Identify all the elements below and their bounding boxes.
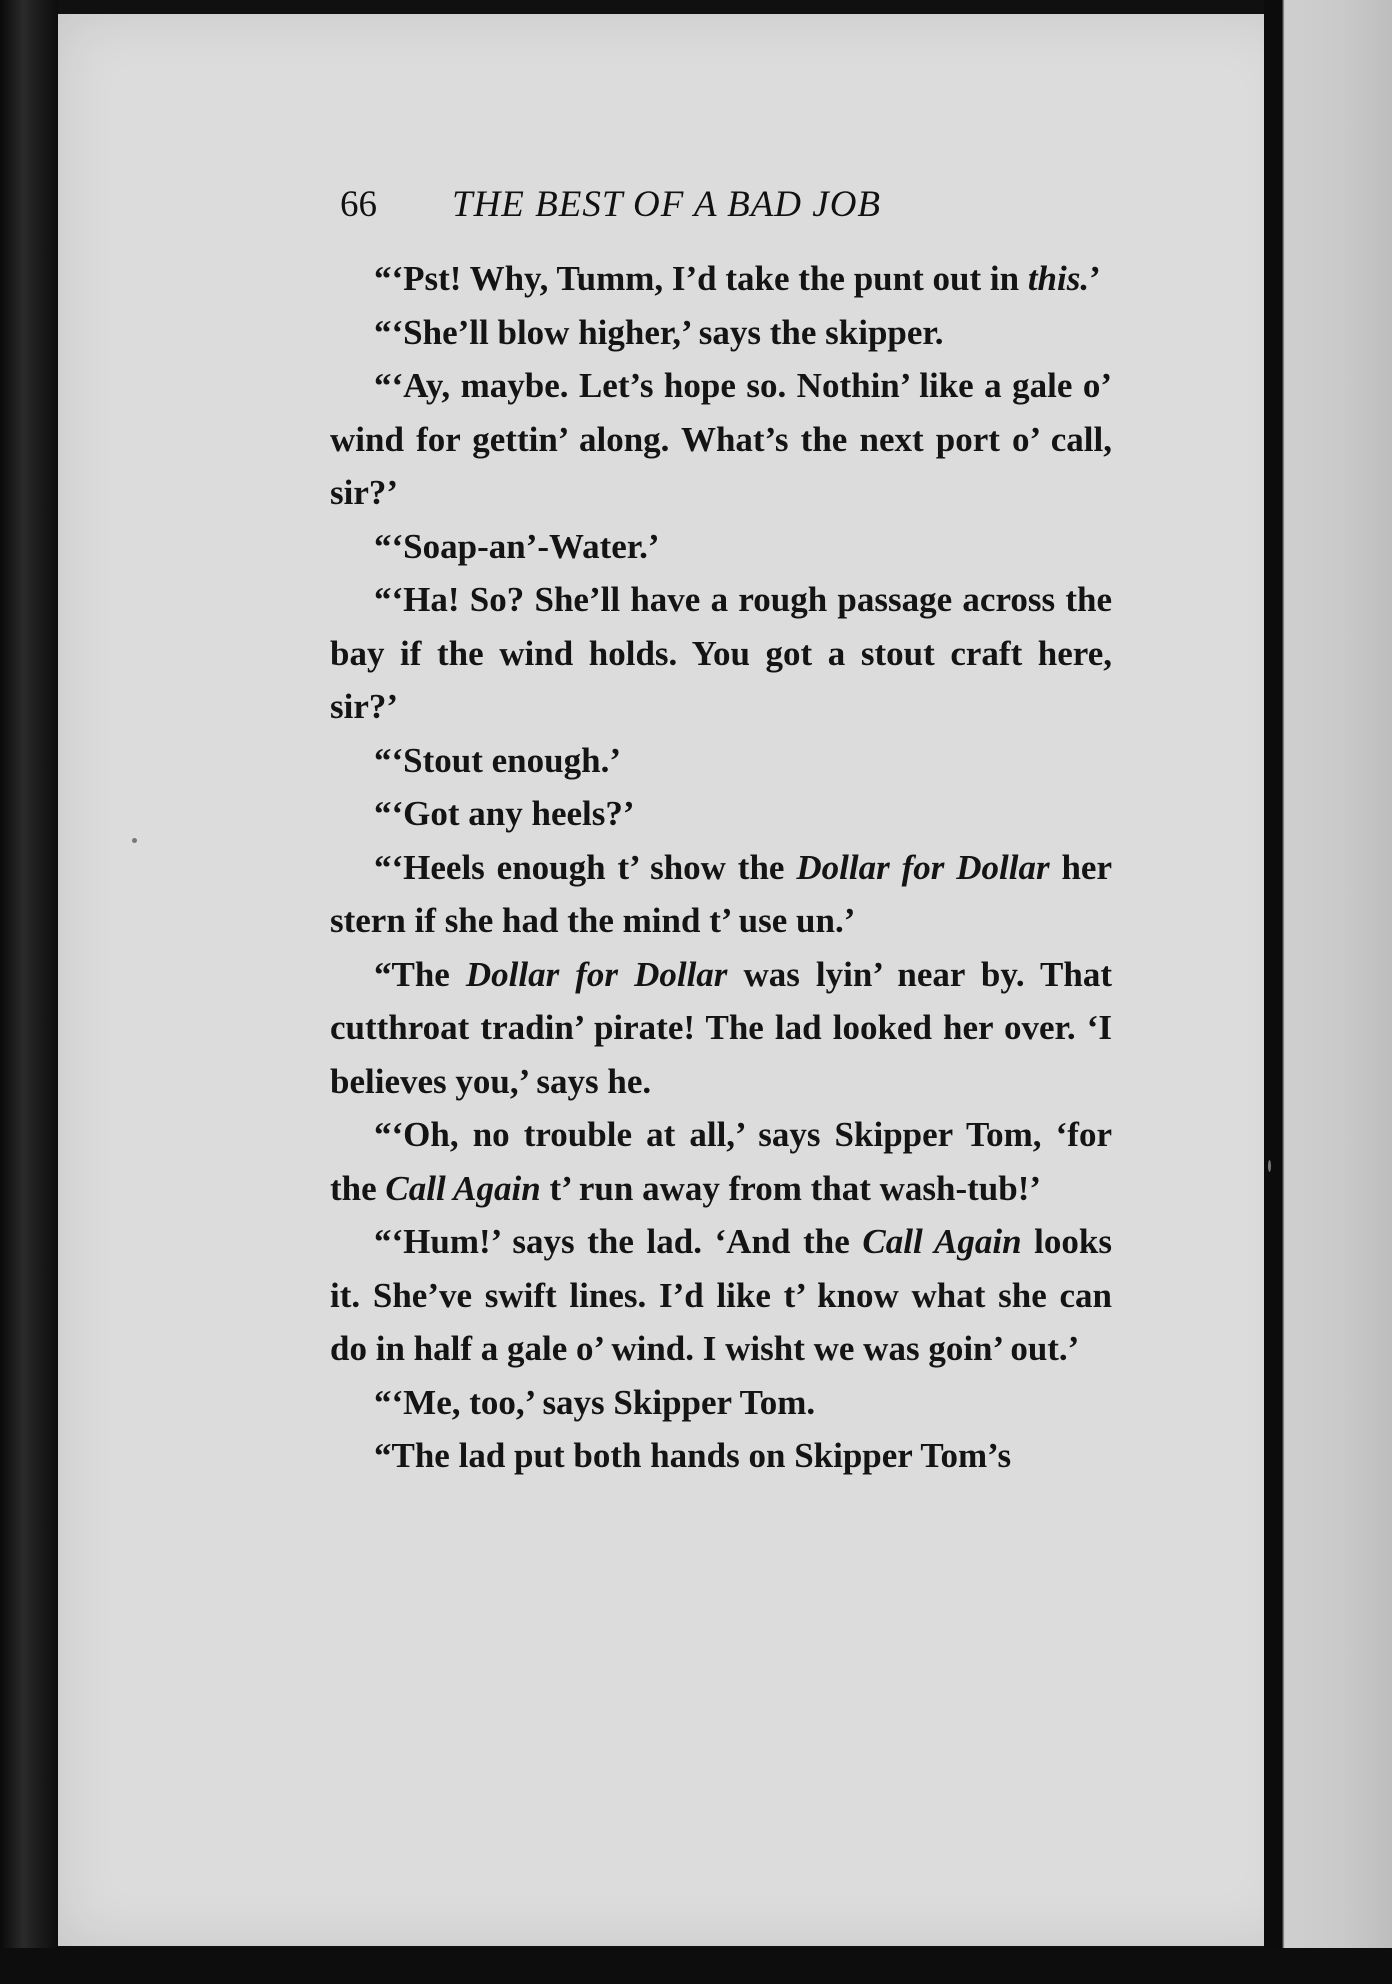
text-run: ’ <box>1089 259 1101 298</box>
paragraph <box>330 948 1112 1109</box>
running-title: THE BEST OF A BAD JOB <box>452 184 882 225</box>
text-run: “‘Heels enough t’ show the <box>374 847 797 887</box>
italic-text: Dollar for Dollar <box>796 847 1050 887</box>
text-run: “The lad put both hands on Skipper Tom’s <box>374 1436 1012 1475</box>
text-run: “The <box>374 954 466 994</box>
text-run: her stern if she had the mind t’ use un.’ <box>330 847 1112 940</box>
paragraph <box>330 520 1112 574</box>
italic-text: Dollar for Dollar <box>465 954 728 994</box>
paper-speck <box>1268 1160 1271 1172</box>
text-run: “‘Stout enough.’ <box>374 740 621 780</box>
paragraph <box>330 306 1112 360</box>
text-run: “‘Soap-an’-Water.’ <box>374 526 660 566</box>
paragraph <box>330 734 1112 788</box>
paragraph <box>330 1376 1112 1430</box>
body-text <box>330 252 1112 1483</box>
book-binding-left <box>0 0 58 1984</box>
paragraph <box>330 1215 1112 1376</box>
text-run: “‘Me, too,’ says Skipper Tom. <box>374 1382 816 1422</box>
book-edge-bottom <box>0 1948 1392 1984</box>
text-run: t’ run away from that wash-tub!’ <box>540 1168 1042 1208</box>
paragraph <box>330 1429 1112 1483</box>
text-run: looks it. She’ve swift lines. I’d like t’ know what she can do in half a gale o’ wind. I wisht we was goin’ out.’ <box>330 1222 1112 1368</box>
paragraph <box>330 787 1112 841</box>
paragraph <box>330 1108 1112 1215</box>
italic-text: Call Again <box>385 1168 541 1208</box>
text-run: “‘Ay, maybe. Let’s hope so. Nothin’ like a gale o’ wind for gettin’ along. What’s the next port o’ call, sir?’ <box>330 366 1112 512</box>
paragraph <box>330 841 1112 948</box>
book-edge-right <box>1264 0 1392 1984</box>
text-run: “‘Oh, no trouble at all,’ says Skipper Tom, ‘for the <box>330 1115 1112 1208</box>
text-run: was lyin’ near by. That cutthroat tradin’ pirate! The lad looked her over. ‘I believes you,’ says he. <box>330 954 1113 1101</box>
text-run: “‘Ha! So? She’ll have a rough passage across the bay if the wind holds. You got a stout craft here, sir?’ <box>330 580 1112 726</box>
text-run: “‘Got any heels?’ <box>374 794 635 833</box>
paragraph <box>330 252 1112 306</box>
paper-speck <box>132 838 137 843</box>
text-run: “‘Hum!’ says the lad. ‘And the <box>374 1222 863 1261</box>
italic-text: Call Again <box>862 1222 1022 1261</box>
running-head <box>340 180 1020 230</box>
paragraph <box>330 359 1112 520</box>
italic-text: this. <box>1027 259 1090 298</box>
text-run: “‘Pst! Why, Tumm, I’d take the punt out in <box>374 259 1028 298</box>
page-number: 66 <box>340 184 377 225</box>
paragraph <box>330 573 1112 734</box>
text-run: “‘She’ll blow higher,’ says the skipper. <box>374 312 944 352</box>
